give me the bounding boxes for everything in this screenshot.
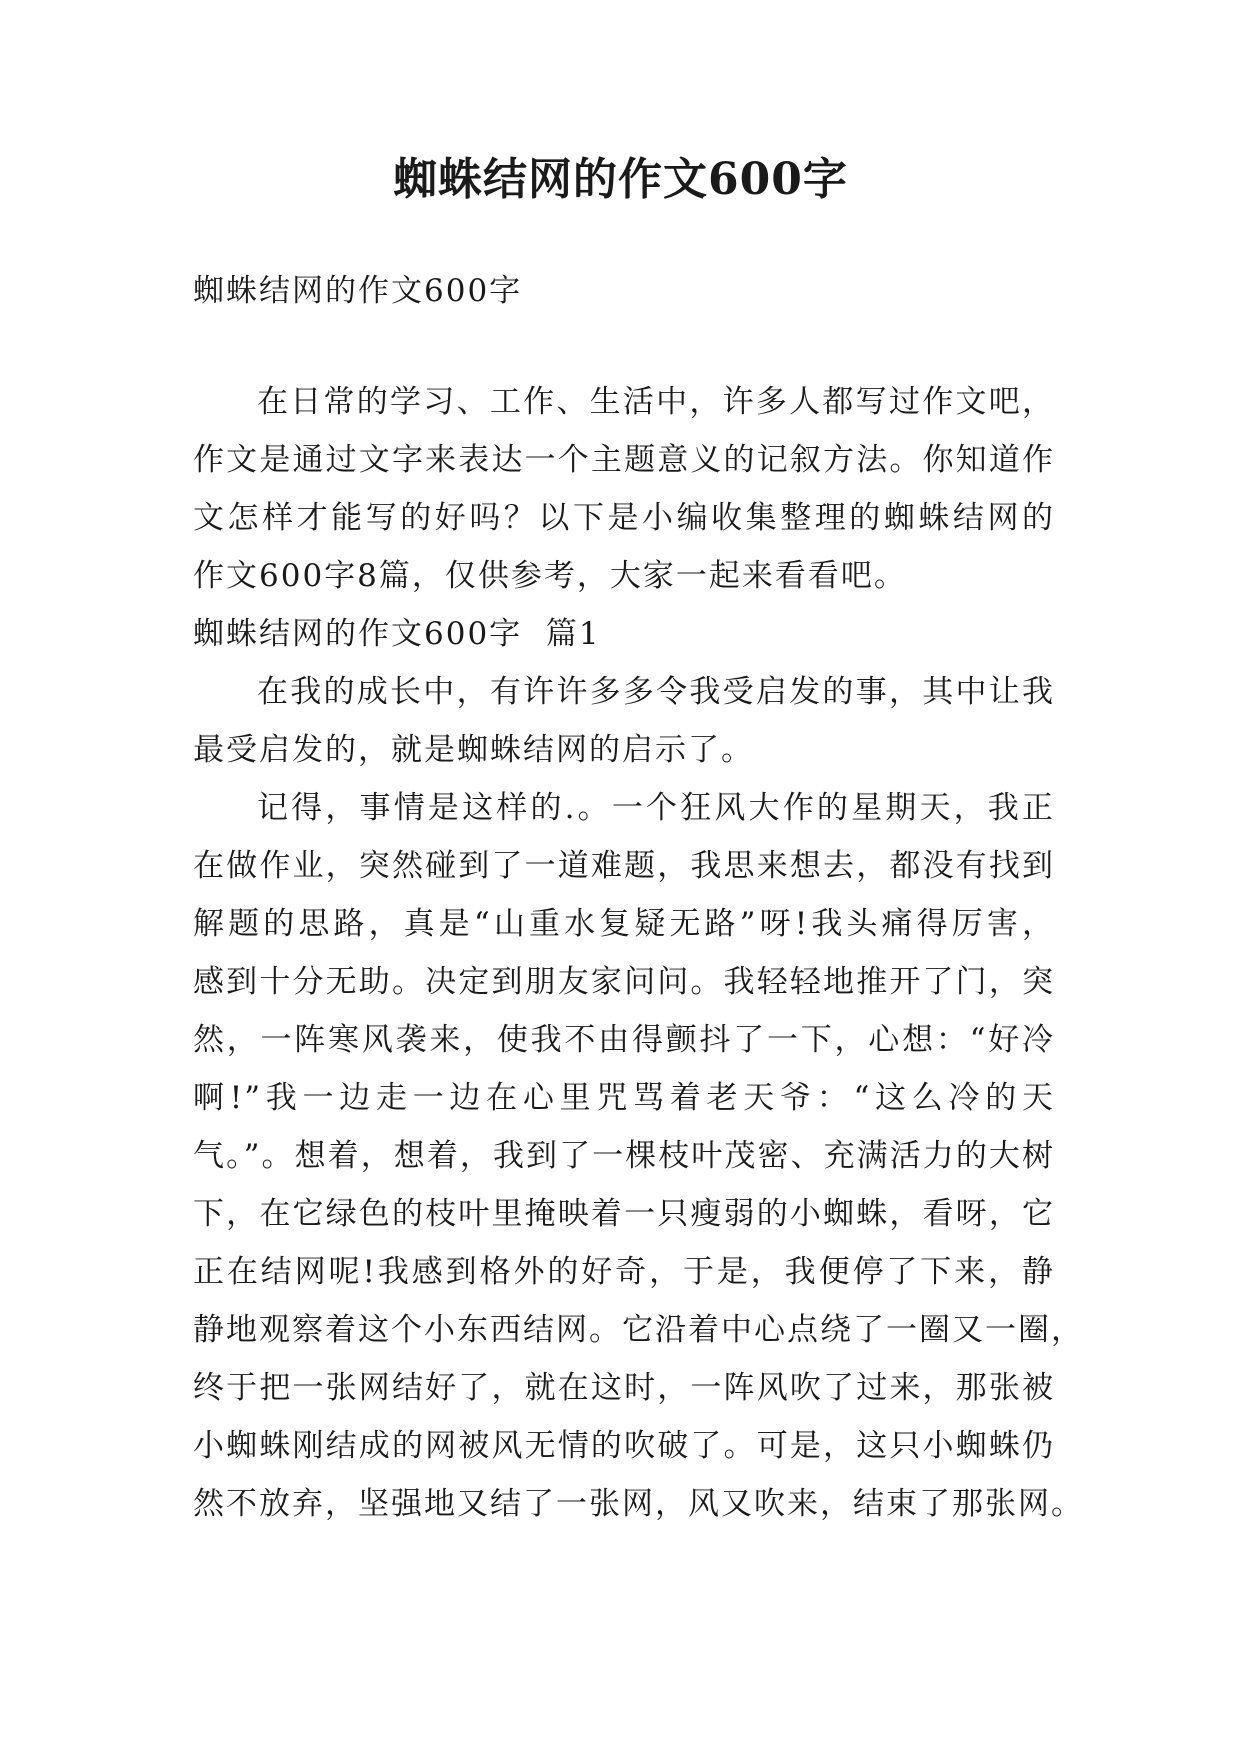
body-paragraph-2 [193, 779, 1084, 1533]
document-title: 蜘蛛结网的作文600字 [393, 154, 848, 205]
intro-line: 作文600字8篇，仅供参考，大家一起来看看吧。 [193, 558, 907, 594]
paragraph-line: 在做作业，突然碰到了一道难题，我思来想去，都没有找到 [193, 848, 1055, 884]
paragraph-line: 终于把一张网结好了，就在这时，一阵风吹了过来，那张被 [193, 1370, 1055, 1406]
intro-line: 文怎样才能写的好吗？以下是小编收集整理的蜘蛛结网的 [193, 500, 1055, 536]
paragraph-line: 气。”。想着，想着，我到了一棵枝叶茂密、充满活力的大树 [193, 1138, 1055, 1174]
section-heading: 蜘蛛结网的作文600字 篇1 [193, 616, 601, 652]
intro-line: 作文是通过文字来表达一个主题意义的记叙方法。你知道作 [193, 442, 1055, 478]
paragraph-line: 感到十分无助。决定到朋友家问问。我轻轻地推开了门，突 [193, 964, 1055, 1000]
paragraph-line: 记得，事情是这样的.。一个狂风大作的星期天，我正 [257, 790, 1055, 826]
paragraph-line: 解题的思路，真是“山重水复疑无路”呀!我头痛得厉害， [193, 906, 1055, 942]
paragraph-line: 然，一阵寒风袭来，使我不由得颤抖了一下，心想：“好冷 [193, 1022, 1055, 1058]
paragraph-line: 最受启发的，就是蜘蛛结网的启示了。 [193, 732, 754, 768]
paragraph-line: 然不放弃，坚强地又结了一张网，风又吹来，结束了那张网。 [193, 1486, 1084, 1522]
intro-paragraph [193, 373, 1055, 605]
paragraph-line: 在我的成长中，有许许多多令我受启发的事，其中让我 [257, 674, 1055, 710]
intro-line: 在日常的学习、工作、生活中，许多人都写过作文吧， [257, 384, 1055, 420]
paragraph-line: 静地观察着这个小东西结网。它沿着中心点绕了一圈又一圈， [193, 1312, 1084, 1348]
paragraph-line: 下，在它绿色的枝叶里掩映着一只瘦弱的小蜘蛛，看呀，它 [193, 1196, 1055, 1232]
paragraph-line: 小蜘蛛刚结成的网被风无情的吹破了。可是，这只小蜘蛛仍 [193, 1428, 1055, 1464]
paragraph-line: 啊!”我一边走一边在心里咒骂着老天爷：“这么冷的天 [193, 1080, 1055, 1116]
body-paragraph-1 [193, 663, 1055, 779]
document-subtitle: 蜘蛛结网的作文600字 [193, 273, 523, 309]
paragraph-line: 正在结网呢!我感到格外的好奇，于是，我便停了下来，静 [193, 1254, 1055, 1290]
document-body [193, 262, 1084, 1533]
